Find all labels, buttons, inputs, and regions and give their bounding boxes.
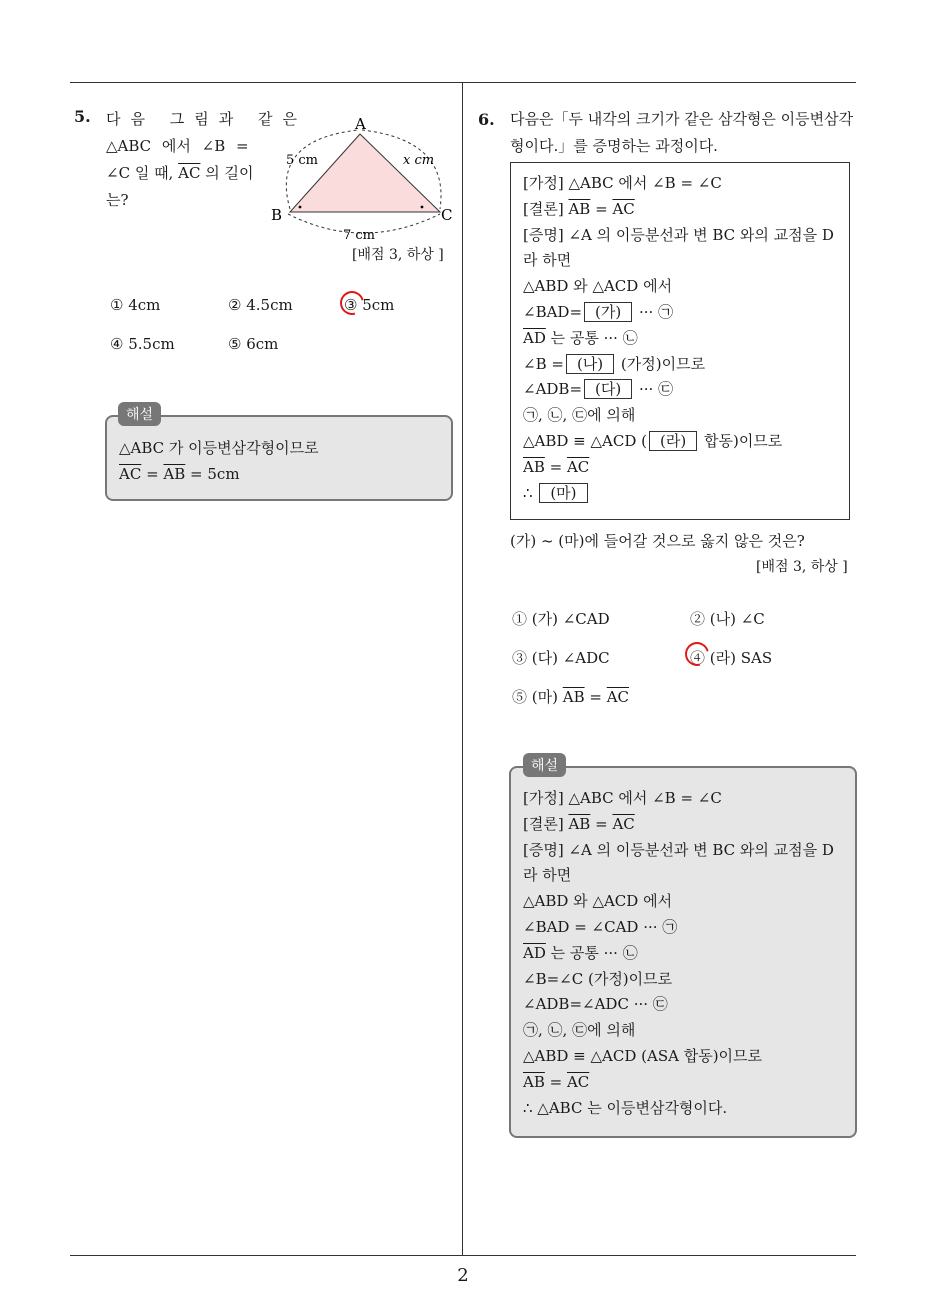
- proof-step-11: [523, 481, 837, 507]
- q5-solution-line-1: △ABC 가 이등변삼각형이므로: [119, 439, 319, 457]
- sol-seg-ac: $\overline{AC}$: [612, 814, 635, 833]
- sol-step-8: ㉠, ㉡, ㉢에 의해: [523, 1021, 636, 1040]
- q5-choice-2[interactable]: ② 4.5cm: [228, 296, 293, 314]
- sol-step-5: [523, 941, 843, 967]
- q5-score: [배점 3, 하상 ]: [352, 247, 444, 263]
- angle-b-mark: [299, 206, 302, 209]
- proof-step-4-pre: ∠BAD=: [523, 302, 583, 321]
- q6-choice-5-label: ⑤ (마): [512, 688, 563, 706]
- proof-step-6-post: (가정)이므로: [616, 354, 706, 373]
- blank-ma[interactable]: (마): [539, 483, 587, 503]
- sol-step-10-eq: =: [544, 1072, 567, 1091]
- q5-solution-tag: 해설: [118, 402, 161, 426]
- proof-hypothesis: [가정] △ABC 에서 ∠B = ∠C: [523, 174, 722, 192]
- sol-step-2: 라 하면: [523, 866, 572, 885]
- sol-step-11: ∴ △ABC 는 이등변삼각형이다.: [523, 1098, 728, 1117]
- proof-step-10-eq: =: [544, 457, 567, 476]
- q5-seg-ac-question: $\overline{AC}$: [178, 164, 201, 182]
- proof-conclusion: [523, 197, 837, 223]
- proof-step-2: 라 하면: [523, 251, 572, 270]
- proof-step-4: [523, 300, 837, 326]
- q6-proof-box: [510, 162, 850, 520]
- page-number: 2: [457, 1265, 469, 1286]
- triangle-abc: [290, 134, 440, 212]
- bottom-rule: [70, 1255, 856, 1256]
- column-divider: [462, 82, 463, 1255]
- q6-solution-tag: 해설: [523, 753, 566, 777]
- proof-step-7-pre: ∠ADB=: [523, 380, 583, 399]
- q6-choice-5-ab: $\overline{AB}$: [562, 688, 585, 706]
- q6-choice-5-ac: $\overline{AC}$: [606, 688, 630, 706]
- q5-solution-box: [105, 415, 453, 501]
- proof-step-5-post: 는 공통 ··· ㉡: [545, 328, 638, 347]
- sol-step-5-post: 는 공통 ··· ㉡: [545, 943, 638, 962]
- q6-question: [510, 106, 860, 160]
- sol-step-7: ∠ADB=∠ADC ··· ㉢: [523, 995, 668, 1014]
- proof-step-5: [523, 326, 837, 352]
- proof-step-6-pre: ∠B =: [523, 354, 564, 373]
- side-ac-label: x cm: [403, 153, 435, 168]
- top-rule: [70, 82, 856, 83]
- proof-step-7: [523, 377, 837, 403]
- sol-step-4: ∠BAD = ∠CAD ··· ㉠: [523, 917, 678, 936]
- sol-conclusion: [523, 812, 843, 838]
- sol-step-3: △ABD 와 △ACD 에서: [523, 892, 673, 911]
- vertex-b-label: B: [271, 206, 283, 224]
- proof-step-10-ab: $\overline{AB}$: [523, 457, 545, 476]
- side-bc-label: 7 cm: [343, 228, 376, 243]
- q5-line-2: △ABC 에서 ∠B =: [106, 137, 249, 155]
- q5-choice-4[interactable]: ④ 5.5cm: [110, 335, 175, 353]
- q6-prompt: (가) ~ (마)에 들어갈 것으로 옳지 않은 것은?: [510, 532, 805, 550]
- proof-step-9-post: 합동)이므로: [699, 431, 783, 450]
- sol-seg-ad: $\overline{AD}$: [523, 943, 546, 962]
- q6-number: 6.: [478, 110, 495, 129]
- blank-na[interactable]: (나): [566, 354, 614, 374]
- proof-step-1: [증명] ∠A 의 이등분선과 변 BC 와의 교점을 D: [523, 225, 834, 244]
- q6-line-2: 형이다.」를 증명하는 과정이다.: [510, 137, 718, 155]
- proof-step-10-ac: $\overline{AC}$: [566, 457, 590, 476]
- proof-step-8: ㉠, ㉡, ㉢에 의해: [523, 406, 636, 425]
- q5-answer-mark: [336, 287, 369, 320]
- blank-ra[interactable]: (라): [649, 431, 697, 451]
- q5-solution-line-2: $\overline{AC} = \overline{AB} = 5cm$: [119, 465, 240, 483]
- vertex-a-label: A: [355, 115, 366, 133]
- q5-line-3: ∠C 일 때, $\overline{AC}$ 의 길이: [106, 164, 254, 182]
- side-ab-label: 5 cm: [286, 153, 319, 168]
- sol-hypothesis: [가정] △ABC 에서 ∠B = ∠C: [523, 789, 722, 807]
- sol-step-10-ab: $\overline{AB}$: [523, 1072, 545, 1091]
- sol-eq: =: [590, 814, 613, 833]
- q5-number: 5.: [74, 107, 91, 126]
- q5-line-1: 다음 그림과 같은: [106, 110, 307, 128]
- q6-choice-1[interactable]: ① (가) ∠CAD: [512, 610, 610, 628]
- proof-step-4-post: ··· ㉠: [634, 302, 674, 321]
- proof-step-9: [523, 429, 837, 455]
- proof-seg-ac: $\overline{AC}$: [612, 199, 635, 218]
- q5-triangle-figure: [268, 110, 458, 245]
- proof-step-9-pre: △ABD ≡ △ACD (: [523, 431, 648, 450]
- proof-step-6: [523, 352, 837, 378]
- q5-seg-ac: $\overline{AC}$: [119, 465, 142, 483]
- proof-eq: =: [590, 199, 613, 218]
- proof-conclusion-label: [결론]: [523, 199, 564, 218]
- q6-line-1: 다음은「두 내각의 크기가 같은 삼각형은 이등변삼각: [510, 110, 854, 128]
- proof-step-10: [523, 455, 837, 481]
- sol-step-1: [증명] ∠A 의 이등분선과 변 BC 와의 교점을 D: [523, 840, 834, 859]
- q5-choice-5[interactable]: ⑤ 6cm: [228, 335, 279, 353]
- therefore-symbol: ∴: [523, 483, 533, 502]
- q5-choice-3[interactable]: ③ 5cm: [344, 296, 395, 314]
- q6-choice-2[interactable]: ② (나) ∠C: [690, 610, 765, 628]
- sol-step-6: ∠B=∠C (가정)이므로: [523, 969, 673, 988]
- sol-step-10-ac: $\overline{AC}$: [566, 1072, 590, 1091]
- q5-seg-ab: $\overline{AB}$: [163, 465, 186, 483]
- angle-c-mark: [421, 206, 424, 209]
- q6-choice-3[interactable]: ③ (다) ∠ADC: [512, 649, 610, 667]
- proof-step-7-post: ··· ㉢: [634, 380, 674, 399]
- vertex-c-label: C: [441, 206, 453, 224]
- proof-seg-ab: $\overline{AB}$: [568, 199, 591, 218]
- sol-step-10: [523, 1070, 843, 1096]
- q6-score: [배점 3, 하상 ]: [756, 559, 848, 575]
- sol-step-9: △ABD ≡ △ACD (ASA 합동)이므로: [523, 1046, 763, 1065]
- blank-da[interactable]: (다): [584, 379, 632, 399]
- sol-seg-ab: $\overline{AB}$: [568, 814, 591, 833]
- proof-step-3: △ABD 와 △ACD 에서: [523, 277, 673, 296]
- q5-choice-1[interactable]: ① 4cm: [110, 296, 161, 314]
- q6-choice-4[interactable]: ④ (라) SAS: [690, 649, 773, 667]
- q6-solution-box: [509, 766, 857, 1138]
- blank-ga[interactable]: (가): [584, 302, 632, 322]
- proof-seg-ad: $\overline{AD}$: [523, 328, 546, 347]
- sol-conclusion-label: [결론]: [523, 814, 564, 833]
- q6-choice-5-eq: =: [584, 688, 607, 706]
- q6-choice-5[interactable]: [512, 686, 629, 707]
- q5-line-4: 는?: [106, 191, 129, 209]
